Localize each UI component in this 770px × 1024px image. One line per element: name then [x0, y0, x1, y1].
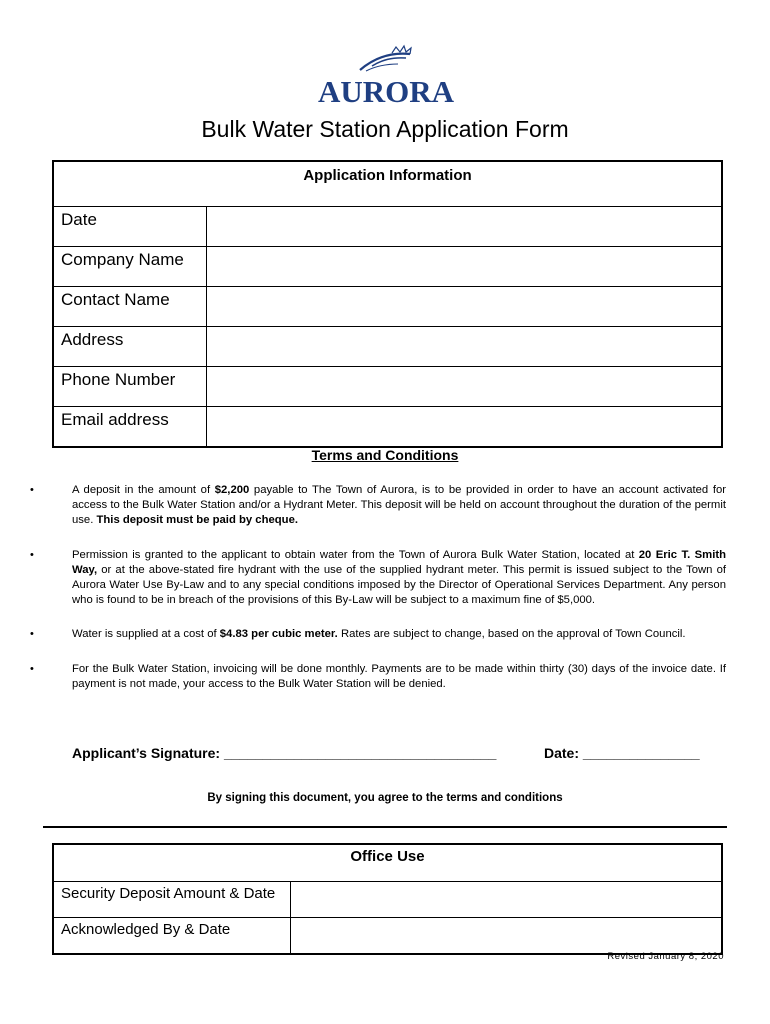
- aurora-logo: [316, 44, 456, 109]
- bird-icon: [356, 44, 416, 74]
- email-address-input-cell[interactable]: [207, 407, 723, 448]
- terms-title: Terms and Conditions: [311, 447, 459, 463]
- address-input-cell[interactable]: [207, 327, 723, 367]
- acknowledged-by-input-cell[interactable]: [291, 918, 723, 955]
- signature-date-line[interactable]: Date: _______________: [544, 745, 700, 761]
- term-item: [30, 627, 726, 642]
- term-text: Water is supplied at a cost of: [72, 628, 220, 641]
- bullet-icon: •: [30, 548, 34, 561]
- bullet-icon: •: [30, 628, 34, 641]
- page-title: Bulk Water Station Application Form: [201, 116, 569, 142]
- field-row-email-address: [53, 407, 722, 448]
- field-label: Address: [53, 327, 207, 367]
- bullet-icon: •: [30, 662, 34, 675]
- term-item: [30, 483, 726, 529]
- applicant-signature-line[interactable]: Applicant’s Signature: ___________________________________: [72, 745, 497, 761]
- company-name-input-cell[interactable]: [207, 247, 723, 287]
- office-field-label: Security Deposit Amount & Date: [53, 882, 291, 918]
- term-text: A deposit in the amount of: [72, 484, 215, 496]
- field-label: Date: [53, 207, 207, 247]
- field-row-phone-number: [53, 367, 722, 407]
- application-info-header: Application Information: [53, 161, 722, 207]
- office-use-table: [52, 843, 723, 955]
- revised-date: Revised January 8, 2020: [607, 951, 724, 962]
- field-label: Company Name: [53, 247, 207, 287]
- term-text: payable to The Town of Aurora, is to be provided in order to have an account activated for access to the Bulk Water Station and/or a Hydrant Meter. This deposit will be held on account throughout the duration of the permit use.: [72, 484, 727, 527]
- field-label: Email address: [53, 407, 207, 448]
- office-use-header: Office Use: [53, 844, 722, 882]
- field-row-contact-name: [53, 287, 722, 327]
- agreement-text: By signing this document, you agree to the terms and conditions: [207, 792, 563, 804]
- field-row-date: [53, 207, 722, 247]
- contact-name-input-cell[interactable]: [207, 287, 723, 327]
- term-text-bold: 20 Eric T. Smith Way,: [72, 548, 726, 576]
- terms-list: [30, 483, 726, 711]
- term-text: Permission is granted to the applicant to obtain water from the Town of Aurora Bulk Water Station, located at: [72, 548, 639, 561]
- term-text-bold: This deposit must be paid by cheque.: [96, 514, 298, 527]
- date-input-cell[interactable]: [207, 207, 723, 247]
- section-divider: [43, 826, 727, 828]
- logo-text: AURORA: [317, 74, 455, 109]
- office-row-acknowledged-by: [53, 918, 722, 955]
- security-deposit-input-cell[interactable]: [291, 882, 723, 918]
- field-row-company-name: [53, 247, 722, 287]
- term-item: [30, 662, 726, 692]
- term-text: For the Bulk Water Station, invoicing will be done monthly. Payments are to be made within thirty (30) days of the invoice date. If payment is not made, your access to the Bulk Water Station will be denied.: [72, 662, 726, 690]
- term-item: [30, 548, 726, 609]
- field-label: Contact Name: [53, 287, 207, 327]
- field-row-address: [53, 327, 722, 367]
- bullet-icon: •: [30, 484, 34, 496]
- office-row-security-deposit: [53, 882, 722, 918]
- term-text: or at the above-stated fire hydrant with the use of the supplied hydrant meter. This permit is issued subject to the Town of Aurora Water Use By-Law and to any special conditions imposed by the Director of Operational Services Department. Any person who is found to be in breach of the provisions of this By-Law will be subject to a maximum fine of $5,000.: [72, 563, 726, 607]
- phone-number-input-cell[interactable]: [207, 367, 723, 407]
- term-text-bold: $4.83 per cubic meter.: [219, 628, 338, 641]
- application-info-table: [52, 160, 723, 448]
- field-label: Phone Number: [53, 367, 207, 407]
- term-text: Rates are subject to change, based on the approval of Town Council.: [337, 628, 686, 641]
- office-field-label: Acknowledged By & Date: [53, 918, 291, 955]
- term-text-bold: $2,200: [214, 484, 250, 496]
